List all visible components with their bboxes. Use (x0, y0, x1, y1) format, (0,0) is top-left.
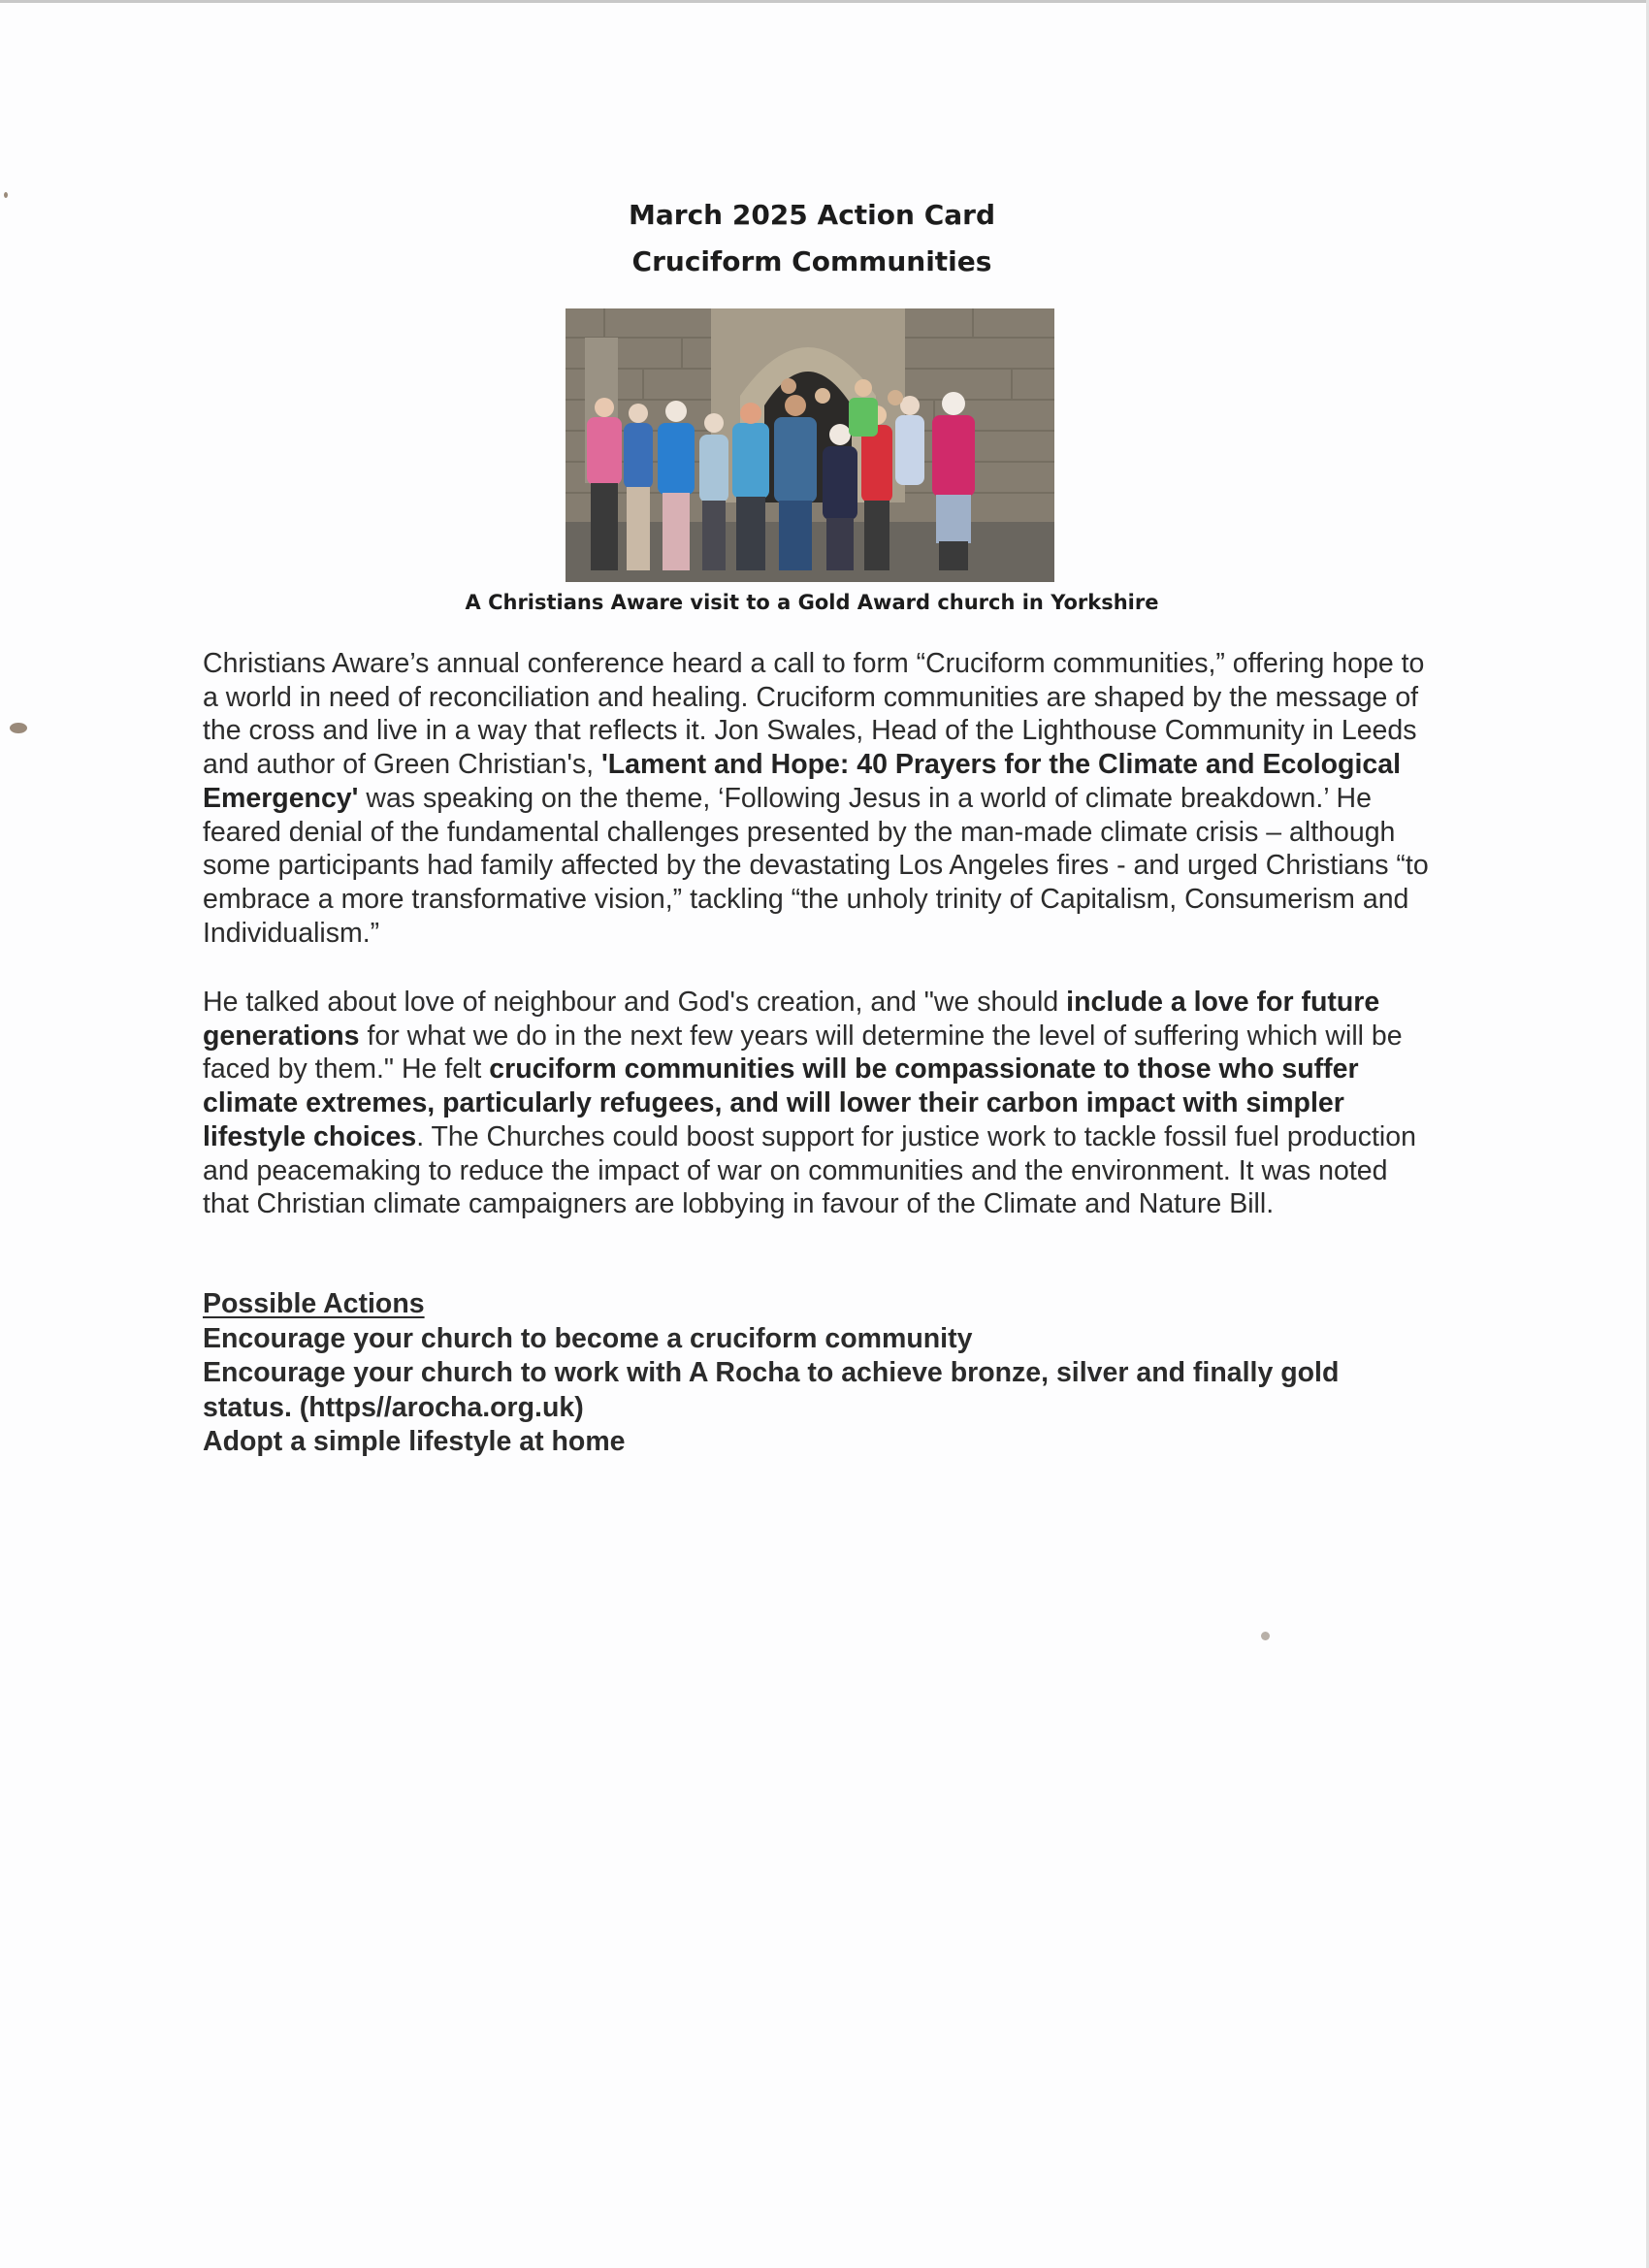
scan-speck (10, 723, 27, 733)
page-title: March 2025 Action Card (629, 199, 995, 231)
actions-heading: Possible Actions (203, 1288, 425, 1319)
emphasis-text: cruciform communities will be compassionate to those who suffer climate extremes, particularly refugees, and will lower their carbon impact with simpler lifestyle choices (203, 1053, 1359, 1152)
emphasis-text: include a love for future generations (203, 987, 1380, 1052)
scan-speck (4, 192, 8, 198)
photo-caption: A Christians Aware visit to a Gold Award church in Yorkshire (465, 591, 1159, 614)
article-paragraph-1 (203, 647, 1435, 950)
article-paragraph-2 (203, 986, 1435, 1221)
book-title: 'Lament and Hope: 40 Prayers for the Climate and Ecological Emergency' (203, 749, 1401, 814)
text-run: . The Churches could boost support for justice work to tackle fossil fuel production and peacemaking to reduce the impact of war on communities and the environment. It was noted that Christian climate campaigners are lobbying in favour of the Climate and Nature Bill. (203, 1120, 1416, 1220)
text-run: He talked about love of neighbour and God's creation, and "we should (203, 987, 1067, 1018)
possible-actions (203, 1287, 1435, 1460)
action-item: Encourage your church to work with A Rocha to achieve bronze, silver and finally gold status. (https//arocha.org.uk) (203, 1357, 1340, 1423)
page-edge-top (0, 0, 1649, 3)
page-subtitle: Cruciform Communities (631, 245, 992, 277)
church-group-photo (566, 308, 1054, 582)
action-item: Encourage your church to become a cruciform community (203, 1322, 973, 1354)
text-run: Christians Aware’s annual conference heard a call to form “Cruciform communities,” offering hope to a world in need of reconciliation and healing. Cruciform communities are shaped by the message of the cross and live in a way that reflects it. Jon Swales, Head of the Lighthouse Community in Leeds and author of Green Christian's, (203, 648, 1425, 781)
action-item: Adopt a simple lifestyle at home (203, 1426, 626, 1457)
text-run: for what we do in the next few years will determine the level of suffering which will be faced by them." He felt (203, 1020, 1403, 1085)
text-run: was speaking on the theme, ‘Following Jesus in a world of climate breakdown.’ He feared denial of the fundamental challenges presented by the man-made climate crisis – although some participants had family affected by the devastating Los Angeles fires - and urged Christians “to embrace a more transformative vision,” tackling “the unholy trinity of Capitalism, Consumerism and Individualism.” (203, 782, 1429, 949)
scan-speck (1261, 1632, 1270, 1640)
